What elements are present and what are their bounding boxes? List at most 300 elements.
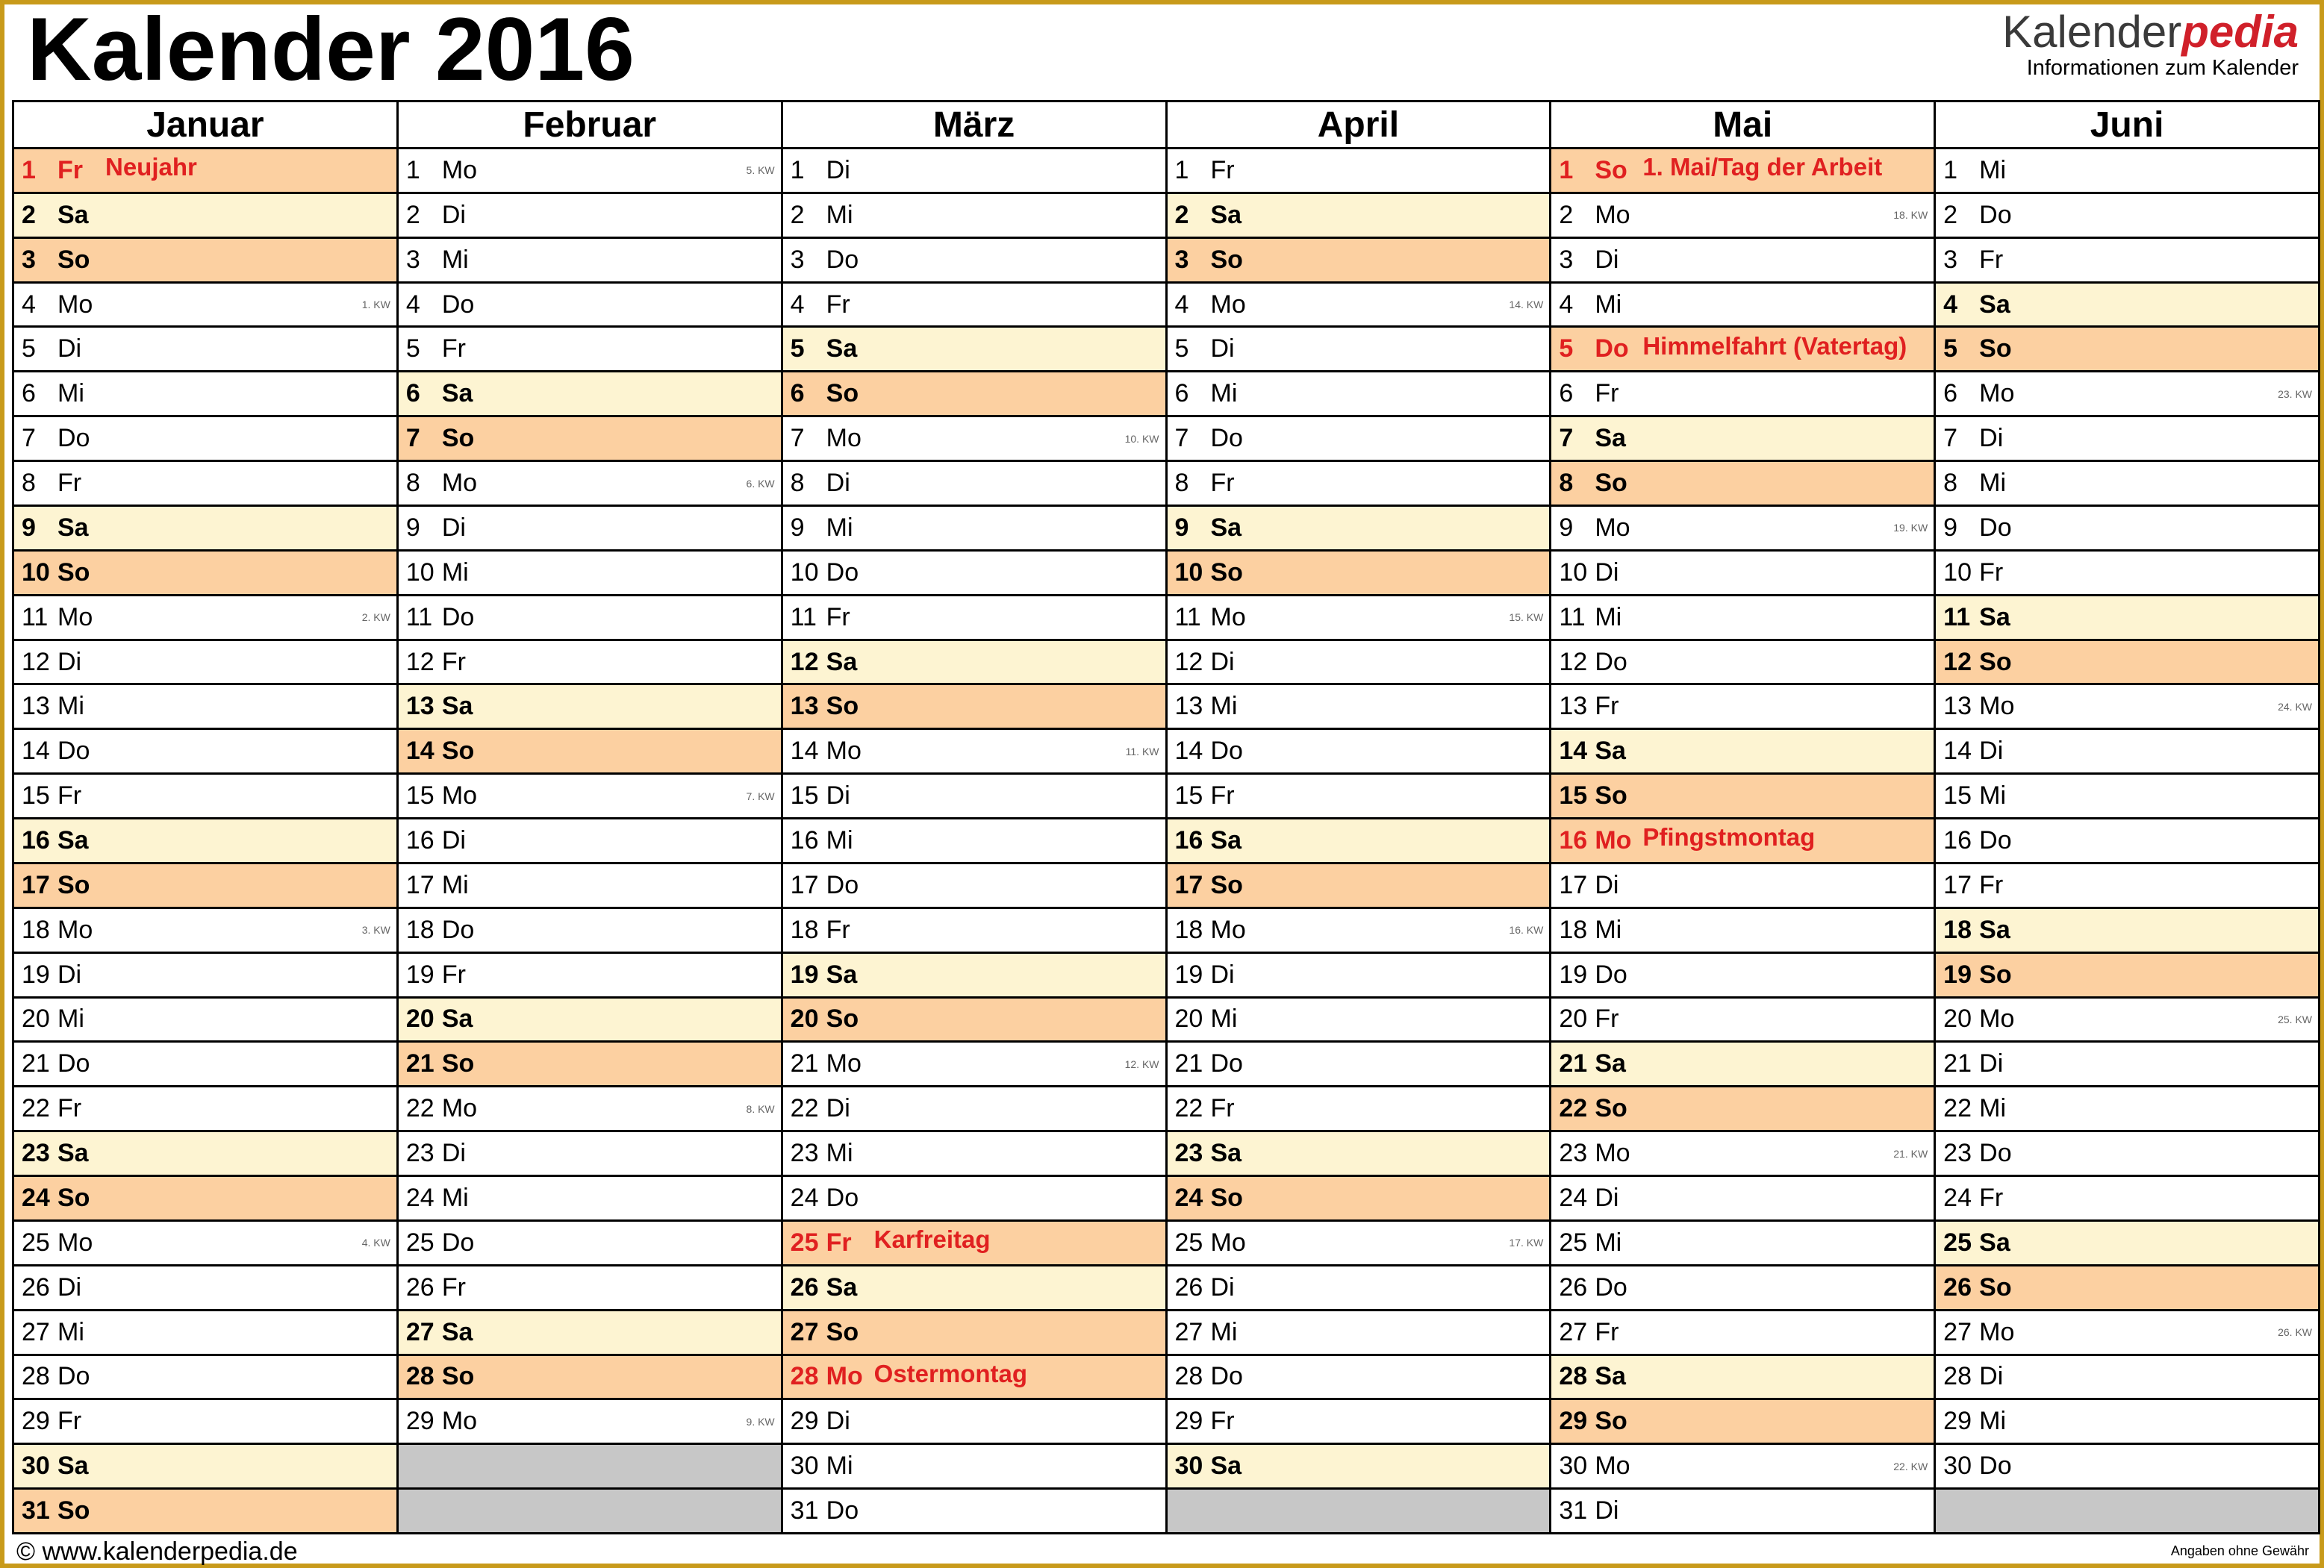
day-number: 27 — [790, 1317, 819, 1346]
day-cell — [14, 417, 396, 460]
weekday-label: Do — [1210, 1049, 1243, 1078]
day-cell — [783, 552, 1165, 594]
weekday-label: Fr — [57, 781, 82, 810]
day-number: 14 — [22, 737, 50, 766]
weekday-label: Do — [1979, 1139, 2012, 1168]
day-cell — [1936, 685, 2318, 728]
day-number: 18 — [1943, 915, 1972, 944]
day-cell — [1936, 1043, 2318, 1085]
day-number: 11 — [22, 602, 49, 631]
weekday-label: Di — [1210, 1272, 1235, 1302]
weekday-label: Mi — [826, 825, 853, 855]
day-number: 17 — [790, 870, 819, 899]
weekday-label: Di — [441, 513, 466, 542]
day-cell — [1551, 328, 1934, 370]
weekday-label: Mi — [1210, 379, 1238, 408]
day-cell — [1551, 909, 1934, 952]
day-number: 20 — [405, 1005, 434, 1034]
day-cell — [1168, 239, 1550, 281]
weekday-label: Do — [1210, 424, 1243, 453]
day-cell — [783, 596, 1165, 639]
week-number-label: 11. KW — [1125, 745, 1159, 758]
day-cell — [1168, 417, 1550, 460]
weekday-label: Mo — [826, 1362, 863, 1391]
day-number: 8 — [1559, 469, 1574, 498]
day-cell — [399, 641, 781, 684]
day-number: 15 — [1174, 781, 1203, 810]
day-cell — [1936, 1087, 2318, 1130]
weekday-label: Di — [57, 960, 82, 989]
day-number: 12 — [1174, 647, 1203, 676]
day-cell — [399, 864, 781, 907]
day-number: 14 — [790, 737, 819, 766]
day-number: 27 — [405, 1317, 434, 1346]
weekday-label: Di — [826, 469, 850, 498]
day-cell — [1936, 1222, 2318, 1264]
weekday-label: So — [1210, 870, 1243, 899]
weekday-label: Fr — [441, 647, 466, 676]
day-cell — [1551, 730, 1934, 772]
week-number-label: 24. KW — [2278, 700, 2312, 713]
weekday-label: Mo — [1210, 1228, 1246, 1257]
weekday-label: Mo — [441, 469, 478, 498]
day-cell — [1936, 596, 2318, 639]
day-number: 3 — [1943, 245, 1958, 274]
day-number: 2 — [1174, 200, 1189, 229]
day-cell — [783, 641, 1165, 684]
day-number: 4 — [1174, 290, 1189, 319]
weekday-label: Fr — [1595, 379, 1619, 408]
weekday-label: Mo — [1595, 200, 1630, 229]
day-number: 1 — [1174, 155, 1189, 184]
day-number: 26 — [1943, 1272, 1972, 1302]
day-number: 12 — [405, 647, 434, 676]
weekday-label: Di — [1210, 334, 1235, 363]
weekday-label: So — [57, 557, 90, 587]
weekday-label: Mi — [57, 379, 84, 408]
day-number: 9 — [790, 513, 805, 542]
day-cell — [1168, 596, 1550, 639]
day-cell — [1936, 864, 2318, 907]
day-number: 24 — [1943, 1183, 1972, 1212]
brand-name — [2002, 9, 2299, 55]
day-number: 26 — [1559, 1272, 1588, 1302]
day-number: 28 — [22, 1362, 50, 1391]
day-number: 27 — [1174, 1317, 1203, 1346]
day-number: 8 — [1174, 469, 1189, 498]
day-cell — [14, 1087, 396, 1130]
day-cell — [1551, 1356, 1934, 1399]
week-number-label: 22. KW — [1893, 1460, 1928, 1472]
day-cell — [1168, 685, 1550, 728]
day-number: 6 — [405, 379, 420, 408]
day-number: 2 — [790, 200, 805, 229]
weekday-label: Sa — [57, 513, 89, 542]
day-number: 19 — [405, 960, 434, 989]
day-number: 5 — [405, 334, 420, 363]
weekday-label: Do — [826, 1183, 859, 1212]
weekday-label: Sa — [1979, 915, 2010, 944]
day-cell — [399, 775, 781, 817]
day-cell — [1551, 999, 1934, 1041]
day-number: 20 — [790, 1005, 819, 1034]
day-cell — [783, 909, 1165, 952]
day-number: 10 — [405, 557, 434, 587]
holiday-name: 1. Mai/Tag der Arbeit — [1642, 153, 1883, 181]
weekday-label: Di — [1979, 1049, 2004, 1078]
weekday-label: Sa — [1979, 290, 2010, 319]
day-number: 8 — [405, 469, 420, 498]
day-number: 24 — [790, 1183, 819, 1212]
weekday-label: Do — [1979, 825, 2012, 855]
day-cell — [1551, 507, 1934, 549]
day-number: 7 — [1559, 424, 1574, 453]
day-number: 18 — [22, 915, 50, 944]
day-number: 17 — [1943, 870, 1972, 899]
day-cell — [1936, 1266, 2318, 1309]
day-number: 13 — [22, 692, 50, 721]
weekday-label: Mi — [1595, 602, 1622, 631]
day-cell — [1551, 1087, 1934, 1130]
month-header: Mai — [1551, 102, 1934, 147]
day-number: 9 — [1559, 513, 1574, 542]
weekday-label: Di — [1210, 647, 1235, 676]
weekday-label: Do — [1979, 200, 2012, 229]
weekday-label: So — [57, 245, 90, 274]
day-cell — [1168, 730, 1550, 772]
day-number: 23 — [22, 1139, 50, 1168]
weekday-label: Mi — [57, 1005, 84, 1034]
weekday-label: Do — [441, 1228, 475, 1257]
day-cell — [783, 1266, 1165, 1309]
day-cell — [1551, 1400, 1934, 1443]
day-number: 25 — [1943, 1228, 1972, 1257]
footer-copyright: © www.kalenderpedia.de — [16, 1537, 298, 1566]
weekday-label: Di — [1979, 1362, 2004, 1391]
weekday-label: Fr — [1595, 1317, 1619, 1346]
day-cell — [1936, 1356, 2318, 1399]
day-cell — [1168, 909, 1550, 952]
day-cell — [1936, 149, 2318, 192]
weekday-label: So — [1210, 1183, 1243, 1212]
weekday-label: Fr — [1979, 245, 2004, 274]
day-number: 4 — [22, 290, 36, 319]
day-cell — [399, 1177, 781, 1219]
empty-day-cell — [1168, 1490, 1550, 1532]
weekday-label: Sa — [1210, 200, 1242, 229]
day-number: 27 — [1943, 1317, 1972, 1346]
day-number: 14 — [405, 737, 434, 766]
weekday-label: Di — [57, 1272, 82, 1302]
day-cell — [14, 1400, 396, 1443]
day-number: 8 — [1943, 469, 1958, 498]
day-number: 5 — [22, 334, 36, 363]
brand-name-accent: pedia — [2181, 7, 2299, 57]
weekday-label: Di — [1595, 557, 1619, 587]
day-cell — [1551, 864, 1934, 907]
weekday-label: Sa — [1979, 602, 2010, 631]
weekday-label: Do — [826, 557, 859, 587]
day-cell — [399, 1132, 781, 1175]
weekday-label: Fr — [57, 1407, 82, 1436]
day-cell — [1936, 999, 2318, 1041]
day-cell — [399, 149, 781, 192]
day-number: 7 — [790, 424, 805, 453]
weekday-label: Do — [1979, 513, 2012, 542]
day-cell — [1168, 149, 1550, 192]
day-cell — [14, 1266, 396, 1309]
day-cell — [783, 1490, 1165, 1532]
weekday-label: Sa — [826, 960, 858, 989]
day-cell — [14, 552, 396, 594]
weekday-label: So — [1210, 245, 1243, 274]
day-number: 25 — [1174, 1228, 1203, 1257]
week-number-label: 21. KW — [1893, 1147, 1928, 1160]
day-cell — [1168, 462, 1550, 505]
day-number: 10 — [790, 557, 819, 587]
weekday-label: Mo — [1210, 290, 1246, 319]
day-cell — [1168, 999, 1550, 1041]
day-cell — [1936, 462, 2318, 505]
month-header: Februar — [399, 102, 781, 147]
holiday-name: Neujahr — [105, 153, 197, 181]
day-number: 15 — [405, 781, 434, 810]
weekday-label: Do — [57, 424, 90, 453]
month-header: Januar — [14, 102, 396, 147]
day-cell — [1936, 328, 2318, 370]
day-number: 20 — [1174, 1005, 1203, 1034]
weekday-label: Mo — [1595, 825, 1632, 855]
day-number: 21 — [22, 1049, 50, 1078]
day-cell — [399, 284, 781, 326]
day-cell — [783, 372, 1165, 415]
weekday-label: So — [826, 1005, 859, 1034]
day-cell — [783, 685, 1165, 728]
weekday-label: Fr — [826, 602, 850, 631]
day-number: 23 — [1943, 1139, 1972, 1168]
day-number: 31 — [790, 1496, 819, 1525]
day-cell — [14, 1222, 396, 1264]
day-number: 5 — [1174, 334, 1189, 363]
weekday-label: Mi — [441, 870, 469, 899]
weekday-label: Sa — [57, 825, 89, 855]
day-number: 4 — [1943, 290, 1958, 319]
weekday-label: Sa — [1979, 1228, 2010, 1257]
day-cell — [14, 239, 396, 281]
weekday-label: Fr — [1595, 1005, 1619, 1034]
day-number: 12 — [1559, 647, 1588, 676]
weekday-label: Sa — [826, 334, 858, 363]
day-number: 16 — [22, 825, 50, 855]
day-number: 29 — [1174, 1407, 1203, 1436]
day-cell — [14, 372, 396, 415]
day-number: 21 — [1943, 1049, 1972, 1078]
weekday-label: Sa — [1210, 825, 1242, 855]
empty-day-cell — [399, 1445, 781, 1487]
footer-disclaimer: Angaben ohne Gewähr — [2170, 1543, 2309, 1558]
day-number: 23 — [1174, 1139, 1203, 1168]
weekday-label: Mo — [441, 781, 478, 810]
week-number-label: 6. KW — [746, 477, 775, 490]
day-cell — [1551, 1445, 1934, 1487]
day-cell — [1168, 1087, 1550, 1130]
day-cell — [1168, 1222, 1550, 1264]
day-cell — [14, 685, 396, 728]
weekday-label: Mo — [826, 737, 862, 766]
day-number: 19 — [22, 960, 50, 989]
day-cell — [1936, 1132, 2318, 1175]
weekday-label: Di — [1595, 245, 1619, 274]
weekday-label: Do — [57, 1362, 90, 1391]
weekday-label: Fr — [441, 334, 466, 363]
day-cell — [1551, 417, 1934, 460]
day-number: 4 — [1559, 290, 1574, 319]
day-cell — [1936, 194, 2318, 237]
week-number-label: 14. KW — [1509, 299, 1544, 311]
weekday-label: So — [826, 1317, 859, 1346]
day-cell — [1551, 775, 1934, 817]
day-number: 13 — [1943, 692, 1972, 721]
weekday-label: So — [1979, 960, 2012, 989]
day-number: 10 — [1559, 557, 1588, 587]
day-number: 14 — [1174, 737, 1203, 766]
weekday-label: Do — [441, 290, 475, 319]
weekday-label: Sa — [1210, 1139, 1242, 1168]
weekday-label: Mi — [1210, 692, 1238, 721]
day-cell — [1936, 507, 2318, 549]
weekday-label: Mo — [1979, 692, 2015, 721]
day-cell — [399, 417, 781, 460]
day-number: 14 — [1559, 737, 1588, 766]
day-number: 20 — [1559, 1005, 1588, 1034]
day-cell — [14, 284, 396, 326]
weekday-label: Di — [1979, 424, 2004, 453]
day-cell — [1168, 1043, 1550, 1085]
day-number: 22 — [405, 1094, 434, 1123]
day-number: 29 — [1559, 1407, 1588, 1436]
day-number: 2 — [405, 200, 420, 229]
day-cell — [1168, 954, 1550, 996]
day-cell — [399, 328, 781, 370]
day-cell — [1936, 1177, 2318, 1219]
day-cell — [1551, 596, 1934, 639]
day-cell — [1168, 1311, 1550, 1354]
holiday-name: Pfingstmontag — [1642, 823, 1816, 852]
day-cell — [1551, 1177, 1934, 1219]
month-header: Juni — [1936, 102, 2318, 147]
day-number: 18 — [1559, 915, 1588, 944]
day-cell — [783, 284, 1165, 326]
day-cell — [399, 1356, 781, 1399]
day-number: 7 — [1943, 424, 1958, 453]
day-number: 5 — [790, 334, 805, 363]
week-number-label: 25. KW — [2278, 1013, 2312, 1025]
weekday-label: So — [1979, 1272, 2012, 1302]
weekday-label: Mi — [441, 1183, 469, 1212]
day-cell — [1551, 1490, 1934, 1532]
weekday-label: Di — [826, 1094, 850, 1123]
weekday-label: Di — [57, 334, 82, 363]
weekday-label: Do — [826, 870, 859, 899]
day-cell — [1551, 462, 1934, 505]
day-cell — [1168, 507, 1550, 549]
weekday-label: Sa — [57, 1452, 89, 1481]
weekday-label: Do — [57, 1049, 90, 1078]
day-cell — [783, 1400, 1165, 1443]
day-cell — [1936, 775, 2318, 817]
day-number: 30 — [1559, 1452, 1588, 1481]
weekday-label: Mo — [1595, 1452, 1630, 1481]
day-cell — [399, 596, 781, 639]
day-cell — [1168, 1132, 1550, 1175]
day-cell — [783, 1222, 1165, 1264]
day-cell — [1168, 1177, 1550, 1219]
weekday-label: Sa — [57, 200, 89, 229]
day-number: 6 — [1559, 379, 1574, 408]
holiday-name: Ostermontag — [873, 1359, 1028, 1387]
day-cell — [399, 954, 781, 996]
weekday-label: Sa — [1595, 1049, 1626, 1078]
day-number: 12 — [790, 647, 819, 676]
day-cell — [399, 1400, 781, 1443]
day-cell — [1551, 149, 1934, 192]
day-cell — [1936, 284, 2318, 326]
day-cell — [14, 462, 396, 505]
day-number: 30 — [1174, 1452, 1203, 1481]
weekday-label: Mo — [1979, 379, 2015, 408]
day-number: 18 — [405, 915, 434, 944]
day-number: 28 — [1174, 1362, 1203, 1391]
weekday-label: Di — [826, 155, 850, 184]
weekday-label: So — [1595, 155, 1627, 184]
weekday-label: Sa — [57, 1139, 89, 1168]
day-cell — [399, 909, 781, 952]
day-cell — [399, 462, 781, 505]
weekday-label: Di — [1979, 737, 2004, 766]
day-number: 23 — [405, 1139, 434, 1168]
weekday-label: So — [826, 692, 859, 721]
weekday-label: Mo — [57, 915, 93, 944]
week-number-label: 16. KW — [1509, 924, 1544, 937]
weekday-label: So — [57, 1496, 90, 1525]
day-cell — [1168, 194, 1550, 237]
day-number: 18 — [790, 915, 819, 944]
calendar-grid — [12, 100, 2320, 1534]
day-number: 27 — [1559, 1317, 1588, 1346]
day-number: 6 — [790, 379, 805, 408]
day-number: 1 — [22, 155, 36, 184]
day-number: 29 — [1943, 1407, 1972, 1436]
day-cell — [1936, 1400, 2318, 1443]
weekday-label: Fr — [57, 469, 82, 498]
week-number-label: 3. KW — [361, 924, 390, 937]
day-cell — [1551, 239, 1934, 281]
day-number: 9 — [22, 513, 36, 542]
day-cell — [1551, 1132, 1934, 1175]
day-number: 1 — [1943, 155, 1958, 184]
day-cell — [1551, 284, 1934, 326]
day-number: 9 — [1943, 513, 1958, 542]
day-cell — [1936, 417, 2318, 460]
week-number-label: 26. KW — [2278, 1326, 2312, 1339]
day-number: 28 — [405, 1362, 434, 1391]
week-number-label: 10. KW — [1124, 432, 1159, 445]
day-cell — [1936, 954, 2318, 996]
weekday-label: Fr — [1210, 469, 1235, 498]
weekday-label: Mi — [826, 200, 853, 229]
day-number: 8 — [22, 469, 36, 498]
day-number: 19 — [1174, 960, 1203, 989]
